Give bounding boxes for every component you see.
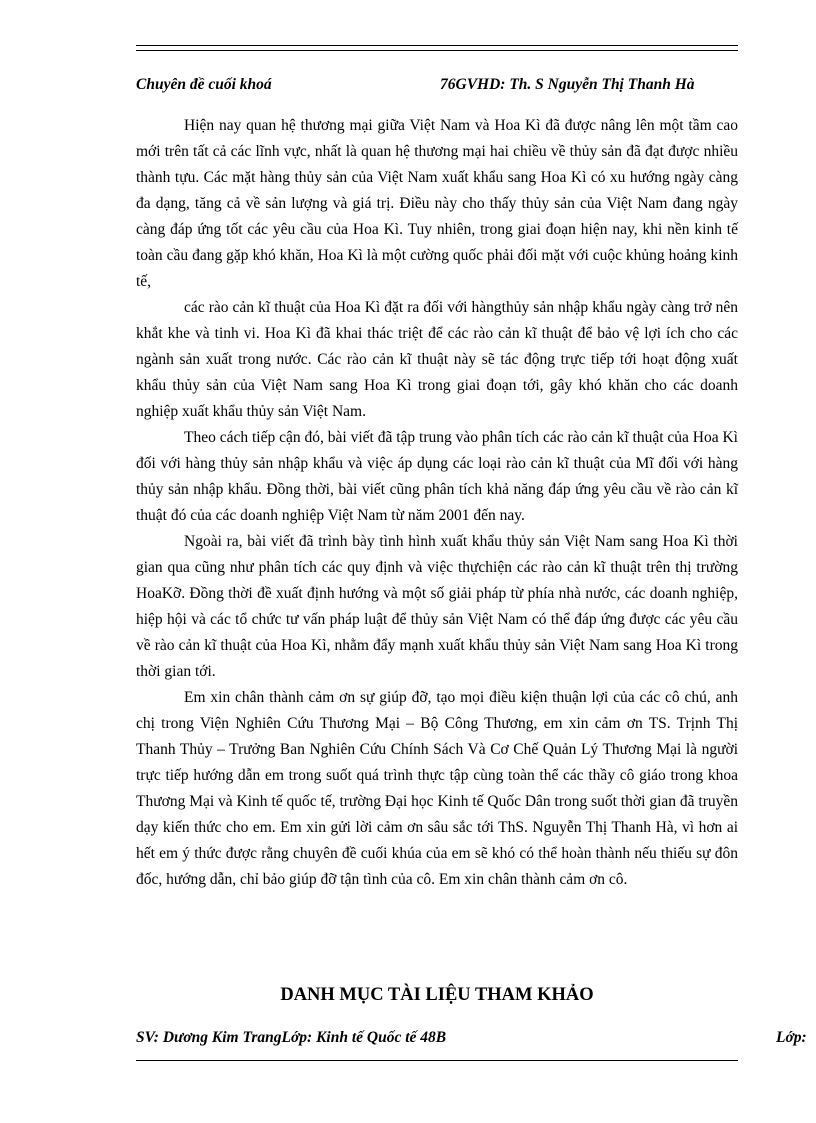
document-body bbox=[136, 113, 738, 893]
footer-student-info: SV: Dương Kim TrangLớp: Kinh tế Quốc tế 48B bbox=[136, 1029, 447, 1046]
footer-rule bbox=[136, 1060, 738, 1061]
footer-class-label: Lớp: bbox=[776, 1029, 807, 1046]
paragraph-technical-barriers: các rào cản kĩ thuật của Hoa Kì đặt ra đối với hàngthủy sản nhập khẩu ngày càng trở nên khắt khe và tinh vi. Hoa Kì đã khai thác triệt để các rào cản kĩ thuật để bảo vệ lợi ích cho các ngành sản xuất trong nước. Các rào cản kĩ thuật này sẽ tác động trực tiếp tới hoạt động xuất khẩu thủy sản của Việt Nam sang Hoa Kì trong giai đoạn tới, gây khó khăn cho các doanh nghiệp xuất khẩu thủy sản Việt Nam. bbox=[136, 299, 738, 420]
paragraph-acknowledgements: Em xin chân thành cảm ơn sự giúp đỡ, tạo mọi điều kiện thuận lợi của các cô chú, anh chị trong Viện Nghiên Cứu Thương Mại – Bộ Công Thương, em xin cảm ơn TS. Trịnh Thị Thanh Thủy – Trưởng Ban Nghiên Cứu Chính Sách Và Cơ Chế Quản Lý Thương Mại là người trực tiếp hướng dẫn em trong suốt quá trình thực tập cùng toàn thể các thầy cô giáo trong khoa Thương Mại và Kinh tế quốc tế, trường Đại học Kinh tế Quốc Dân trong suốt thời gian đã truyền dạy kiến thức cho em. Em xin gửi lời cảm ơn sâu sắc tới ThS. Nguyễn Thị Thanh Hà, vì hơn ai hết em ý thức được rằng chuyên đề cuối khúa của em sẽ khó có thể hoàn thành nếu thiếu sự đôn đốc, hướng dẫn, chỉ bảo giúp đỡ tận tình của cô. Em xin chân thành cảm ơn cô. bbox=[136, 689, 738, 888]
header-supervisor: 76GVHD: Th. S Nguyễn Thị Thanh Hà bbox=[440, 76, 695, 93]
header-document-title: Chuyên đề cuối khoá bbox=[136, 76, 272, 93]
paragraph-intro: Hiện nay quan hệ thương mại giữa Việt Nam và Hoa Kì đã được nâng lên một tầm cao mới trên tất cả các lĩnh vực, nhất là quan hệ thương mại hai chiều về thủy sản đã đạt được nhiều thành tựu. Các mặt hàng thủy sản của Việt Nam xuất khẩu sang Hoa Kì có xu hướng ngày càng đa dạng, tăng cả về sản lượng và giá trị. Điều này cho thấy thủy sản của Việt Nam đang ngày càng đáp ứng tốt các yêu cầu của Hoa Kì. Tuy nhiên, trong giai đoạn hiện nay, khi nền kinh tế toàn cầu đang gặp khó khăn, Hoa Kì là một cường quốc phải đối mặt với cuộc khủng hoảng kinh tế, bbox=[136, 117, 738, 290]
header-rule bbox=[136, 45, 738, 51]
paragraph-export-situation: Ngoài ra, bài viết đã trình bày tình hình xuất khẩu thủy sản Việt Nam sang Hoa Kì thời gian qua cũng như phân tích các quy định và việc thựchiện các rào cản kĩ thuật trên thị trường HoaKỡ. Đồng thời đề xuất định hướng và một số giải pháp từ phía nhà nước, các doanh nghiệp, hiệp hội và các tổ chức tư vấn pháp luật để thủy sản Việt Nam có thể đáp ứng được các yêu cầu về rào cản kĩ thuật của Hoa Kì, nhằm đẩy mạnh xuất khẩu thủy sản Việt Nam sang Hoa Kì trong thời gian tới. bbox=[136, 533, 738, 680]
paragraph-approach: Theo cách tiếp cận đó, bài viết đã tập trung vào phân tích các rào cản kĩ thuật của Hoa Kì đối với hàng thủy sản nhập khẩu và việc áp dụng các loại rào cản kĩ thuật của Mĩ đối với hàng thủy sản nhập khẩu. Đồng thời, bài viết cũng phân tích khả năng đáp ứng yêu cầu về rào cản kĩ thuật đó của các doanh nghiệp Việt Nam từ năm 2001 đến nay. bbox=[136, 429, 738, 524]
reference-list-heading: DANH MỤC TÀI LIỆU THAM KHẢO bbox=[280, 985, 594, 1005]
